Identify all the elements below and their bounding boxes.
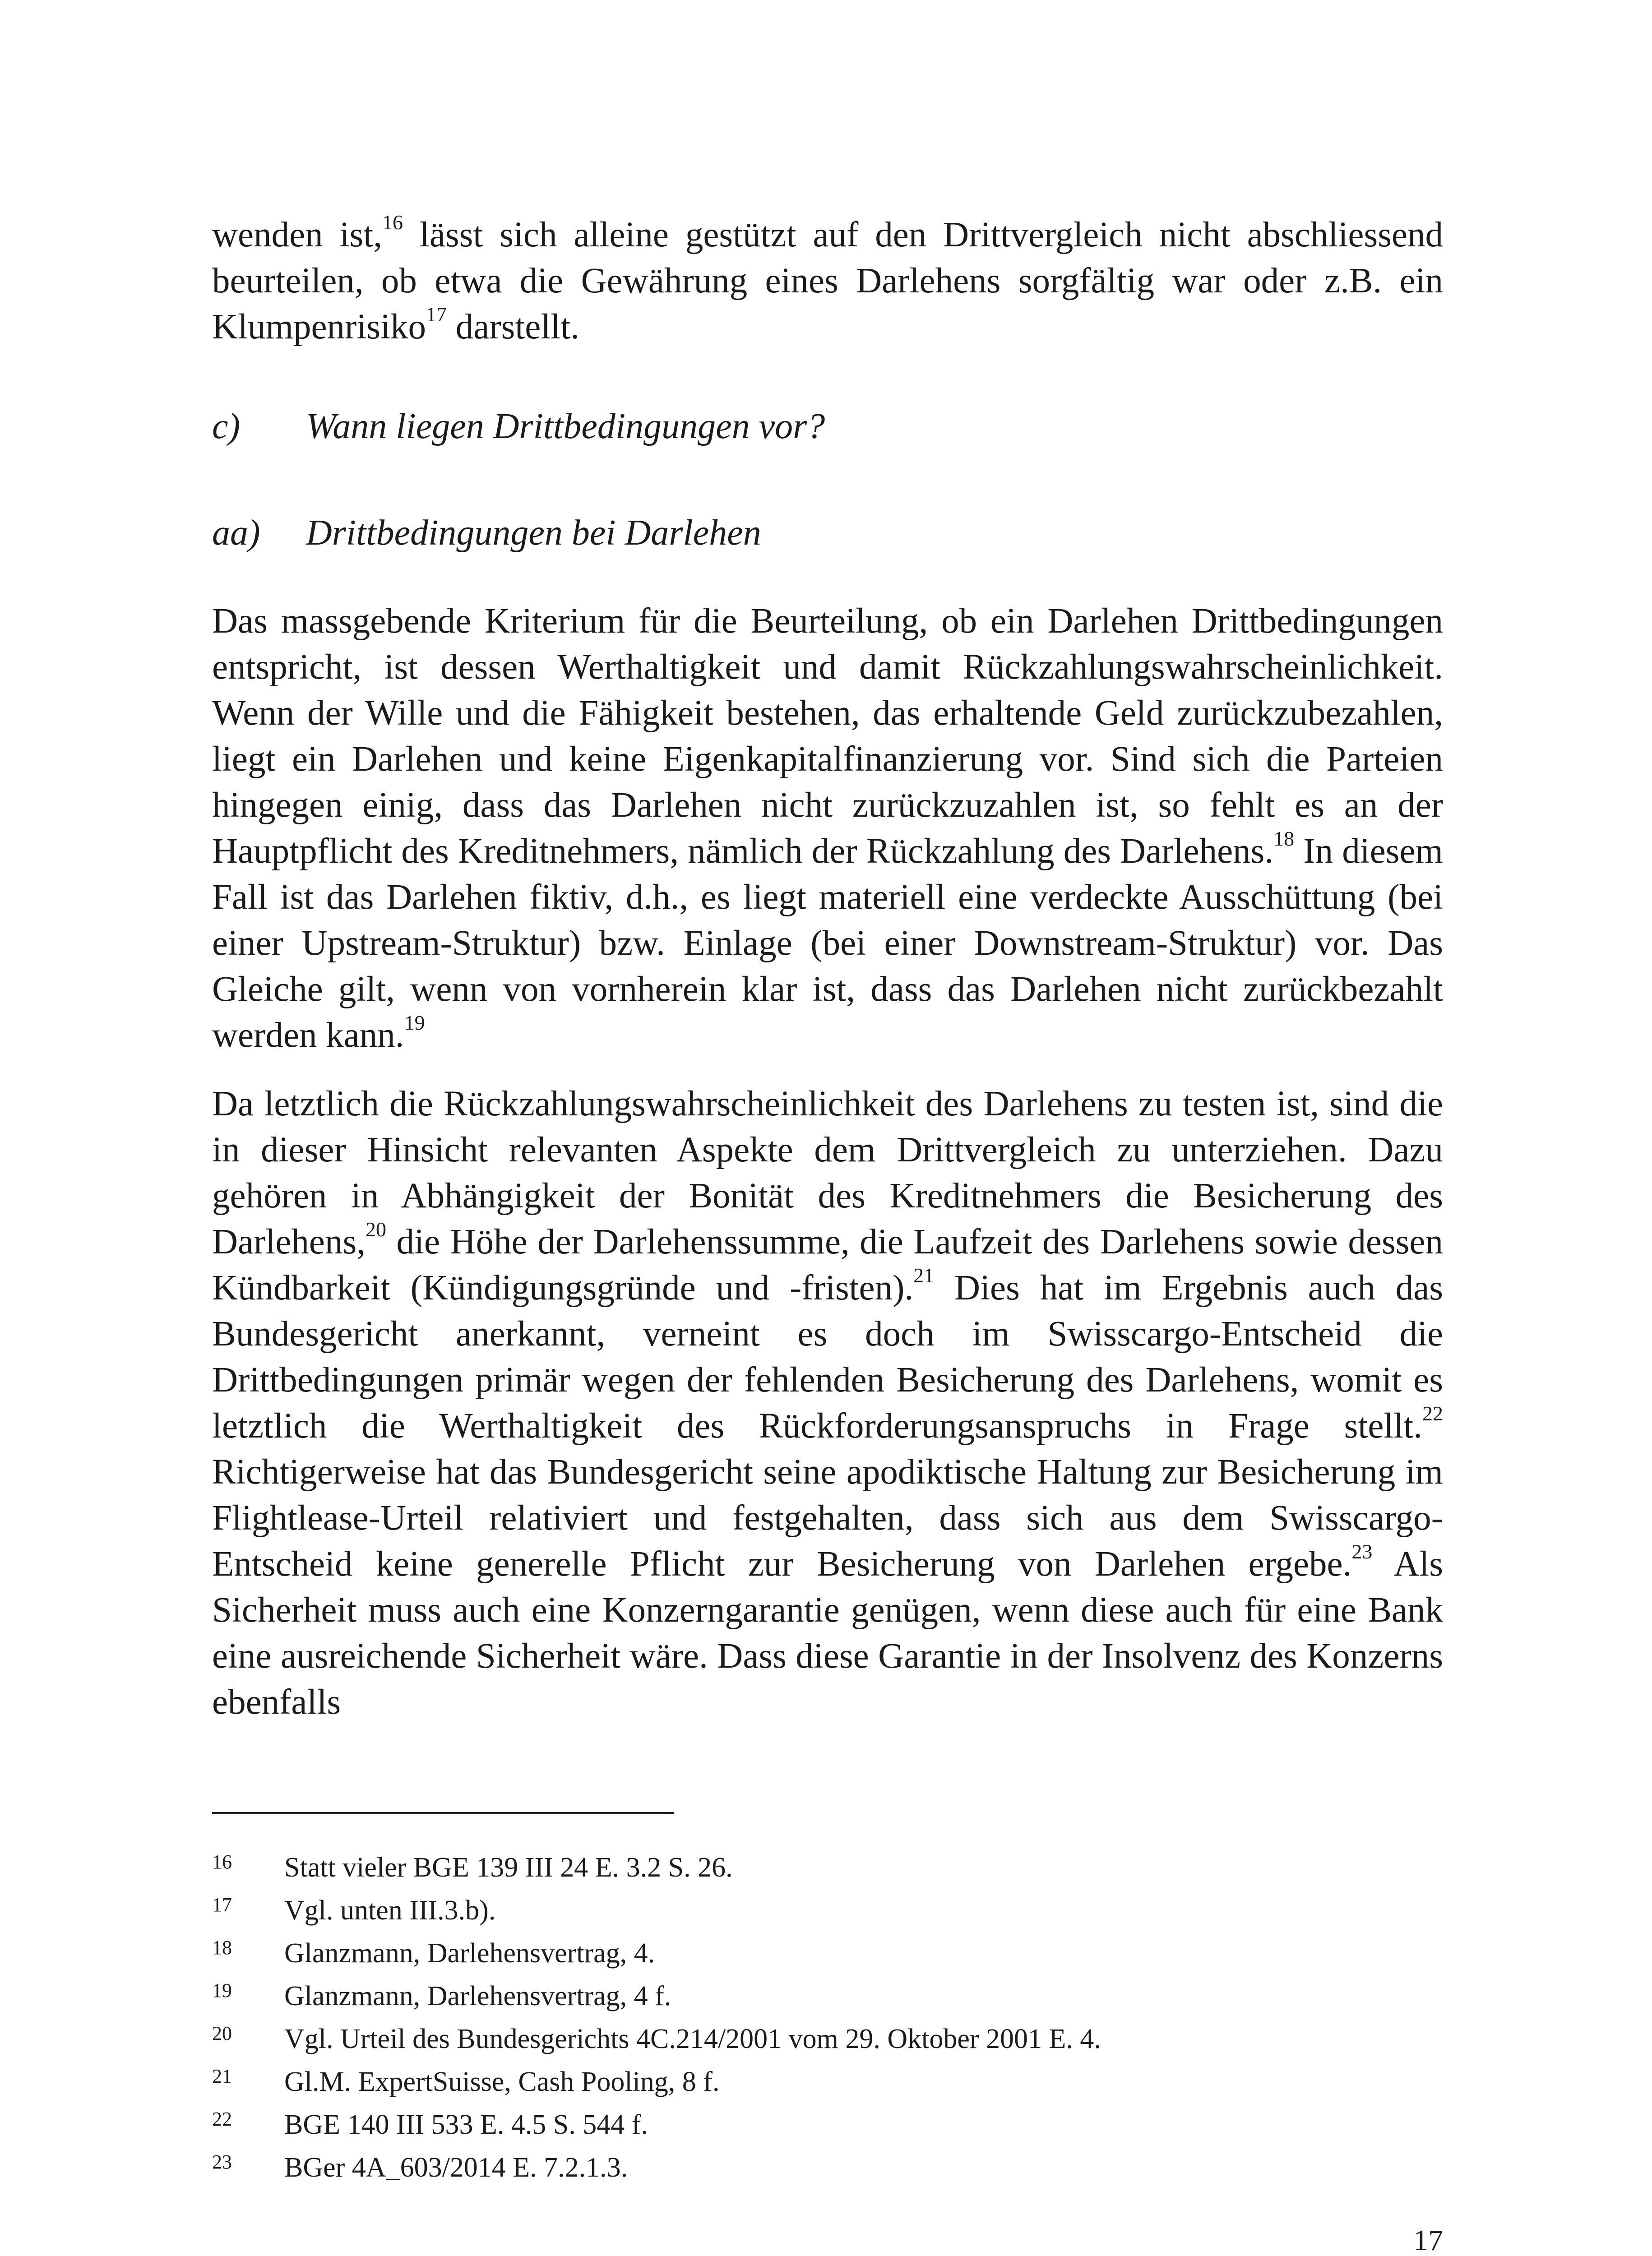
footnote-text: Statt vieler BGE 139 III 24 E. 3.2 S. 26. bbox=[284, 1852, 733, 1883]
footnote-ref[interactable]: 16 bbox=[382, 211, 403, 234]
body-paragraph-2 bbox=[212, 1081, 1443, 1725]
heading-title: Drittbedingungen bei Darlehen bbox=[306, 513, 761, 553]
footnote-text: BGer 4A_603/2014 E. 7.2.1.3. bbox=[284, 2152, 628, 2183]
footnote-20: 20 Vgl. Urteil des Bundesgerichts 4C.214/2001 vom 29. Oktober 2001 E. 4. bbox=[212, 2022, 1101, 2054]
text-run: Da letztlich die Rückzahlungswahrscheinlichkeit des Darlehens zu testen ist, sind die in dieser Hinsicht relevanten Aspekte dem Drittvergleich zu unterziehen. Dazu gehören in Abhängigkeit der Bonität des Kreditnehmers die Besicherung des Darlehens, bbox=[212, 1084, 1443, 1262]
footnote-ref[interactable]: 23 bbox=[1351, 1540, 1373, 1563]
footnote-19: 19 Glanzmann, Darlehensvertrag, 4 f. bbox=[212, 1979, 671, 2011]
footnote-18: 18 Glanzmann, Darlehensvertrag, 4. bbox=[212, 1937, 655, 1969]
footnote-21: 21 Gl.M. ExpertSuisse, Cash Pooling, 8 f. bbox=[212, 2065, 720, 2097]
body-paragraph-1 bbox=[212, 598, 1443, 1059]
section-heading-aa bbox=[212, 510, 761, 555]
footnote-ref[interactable]: 18 bbox=[1273, 827, 1295, 850]
footnote-17: 17 Vgl. unten III.3.b). bbox=[212, 1894, 496, 1926]
footnote-text: Vgl. Urteil des Bundesgerichts 4C.214/2001 vom 29. Oktober 2001 E. 4. bbox=[284, 2024, 1101, 2054]
text-run: In diesem Fall ist das Darlehen fiktiv, d.h., es liegt materiell eine verdeckte Ausschüttung (bei einer Upstream-Struktur) bzw. Einlage (bei einer Downstream-Struktur) vor. Das Gleiche gilt, wenn von vornherein klar ist, dass das Darlehen nicht zurückbezahlt werden kann. bbox=[212, 832, 1443, 1055]
text-run: wenden ist, bbox=[212, 215, 382, 254]
footnote-text: BGE 140 III 533 E. 4.5 S. 544 f. bbox=[284, 2109, 648, 2140]
page-number: 17 bbox=[1413, 2224, 1443, 2256]
footnote-ref[interactable]: 19 bbox=[404, 1011, 425, 1034]
footnote-text: Gl.M. ExpertSuisse, Cash Pooling, 8 f. bbox=[284, 2066, 720, 2097]
text-run: die Höhe der Darlehenssumme, die Laufzeit des Darlehens sowie dessen Kündbarkeit (Kündigungsgründe und -fristen). bbox=[212, 1222, 1443, 1308]
footnote-ref[interactable]: 17 bbox=[426, 303, 447, 326]
footnote-ref[interactable]: 21 bbox=[913, 1264, 935, 1287]
intro-paragraph bbox=[212, 212, 1443, 350]
text-run: Als Sicherheit muss auch eine Konzerngarantie genügen, wenn diese auch für eine Bank eine ausreichende Sicherheit wäre. Dass diese Garantie in der Insolvenz des Konzerns ebenfalls bbox=[212, 1544, 1444, 1722]
footnote-16: 16 Statt vieler BGE 139 III 24 E. 3.2 S. 26. bbox=[212, 1851, 733, 1883]
text-run: darstellt. bbox=[446, 307, 579, 347]
heading-number: aa) bbox=[212, 513, 260, 553]
text-run: Richtigerweise hat das Bundesgericht seine apodiktische Haltung zur Besicherung im Flightlease-Urteil relativiert und festgehalten, dass sich aus dem Swisscargo-Entscheid keine generelle Pflicht zur Besicherung von Darlehen ergebe. bbox=[212, 1452, 1443, 1584]
heading-title: Wann liegen Drittbedingungen vor? bbox=[306, 407, 825, 446]
footnote-ref[interactable]: 20 bbox=[366, 1218, 386, 1241]
footnote-separator bbox=[212, 1812, 674, 1814]
text-run: Das massgebende Kriterium für die Beurteilung, ob ein Darlehen Drittbedingungen entspricht, ist dessen Werthaltigkeit und damit Rückzahlungswahrscheinlichkeit. Wenn der Wille und die Fähigkeit bestehen, das erhaltende Geld zurückzubezahlen, liegt ein Darlehen und keine Eigenkapitalfinanzierung vor. Sind sich die Parteien hingegen einig, dass das Darlehen nicht zurückzuzahlen ist, so fehlt es an der Hauptpflicht des Kreditnehmers, nämlich der Rückzahlung des Darlehens. bbox=[212, 601, 1443, 871]
footnote-text: Glanzmann, Darlehensvertrag, 4 f. bbox=[284, 1981, 671, 2011]
footnote-23: 23 BGer 4A_603/2014 E. 7.2.1.3. bbox=[212, 2151, 628, 2183]
text-run: Dies hat im Ergebnis auch das Bundesgericht anerkannt, verneint es doch im Swisscargo-Entscheid die Drittbedingungen primär wegen der fehlenden Besicherung des Darlehens, womit es letztlich die Werthaltigkeit des Rückforderungsanspruchs in Frage stellt. bbox=[212, 1268, 1444, 1446]
heading-number: c) bbox=[212, 407, 241, 446]
footnote-text: Glanzmann, Darlehensvertrag, 4. bbox=[284, 1938, 655, 1969]
section-heading-c bbox=[212, 404, 825, 449]
footnote-ref[interactable]: 22 bbox=[1422, 1402, 1443, 1425]
text-run: lässt sich alleine gestützt auf den Drittvergleich nicht abschliessend beurteilen, ob etwa die Gewährung eines Darlehens sorgfältig war oder z.B. ein Klumpenrisiko bbox=[212, 215, 1444, 347]
footnote-22: 22 BGE 140 III 533 E. 4.5 S. 544 f. bbox=[212, 2108, 648, 2140]
footnote-text: Vgl. unten III.3.b). bbox=[284, 1895, 496, 1926]
